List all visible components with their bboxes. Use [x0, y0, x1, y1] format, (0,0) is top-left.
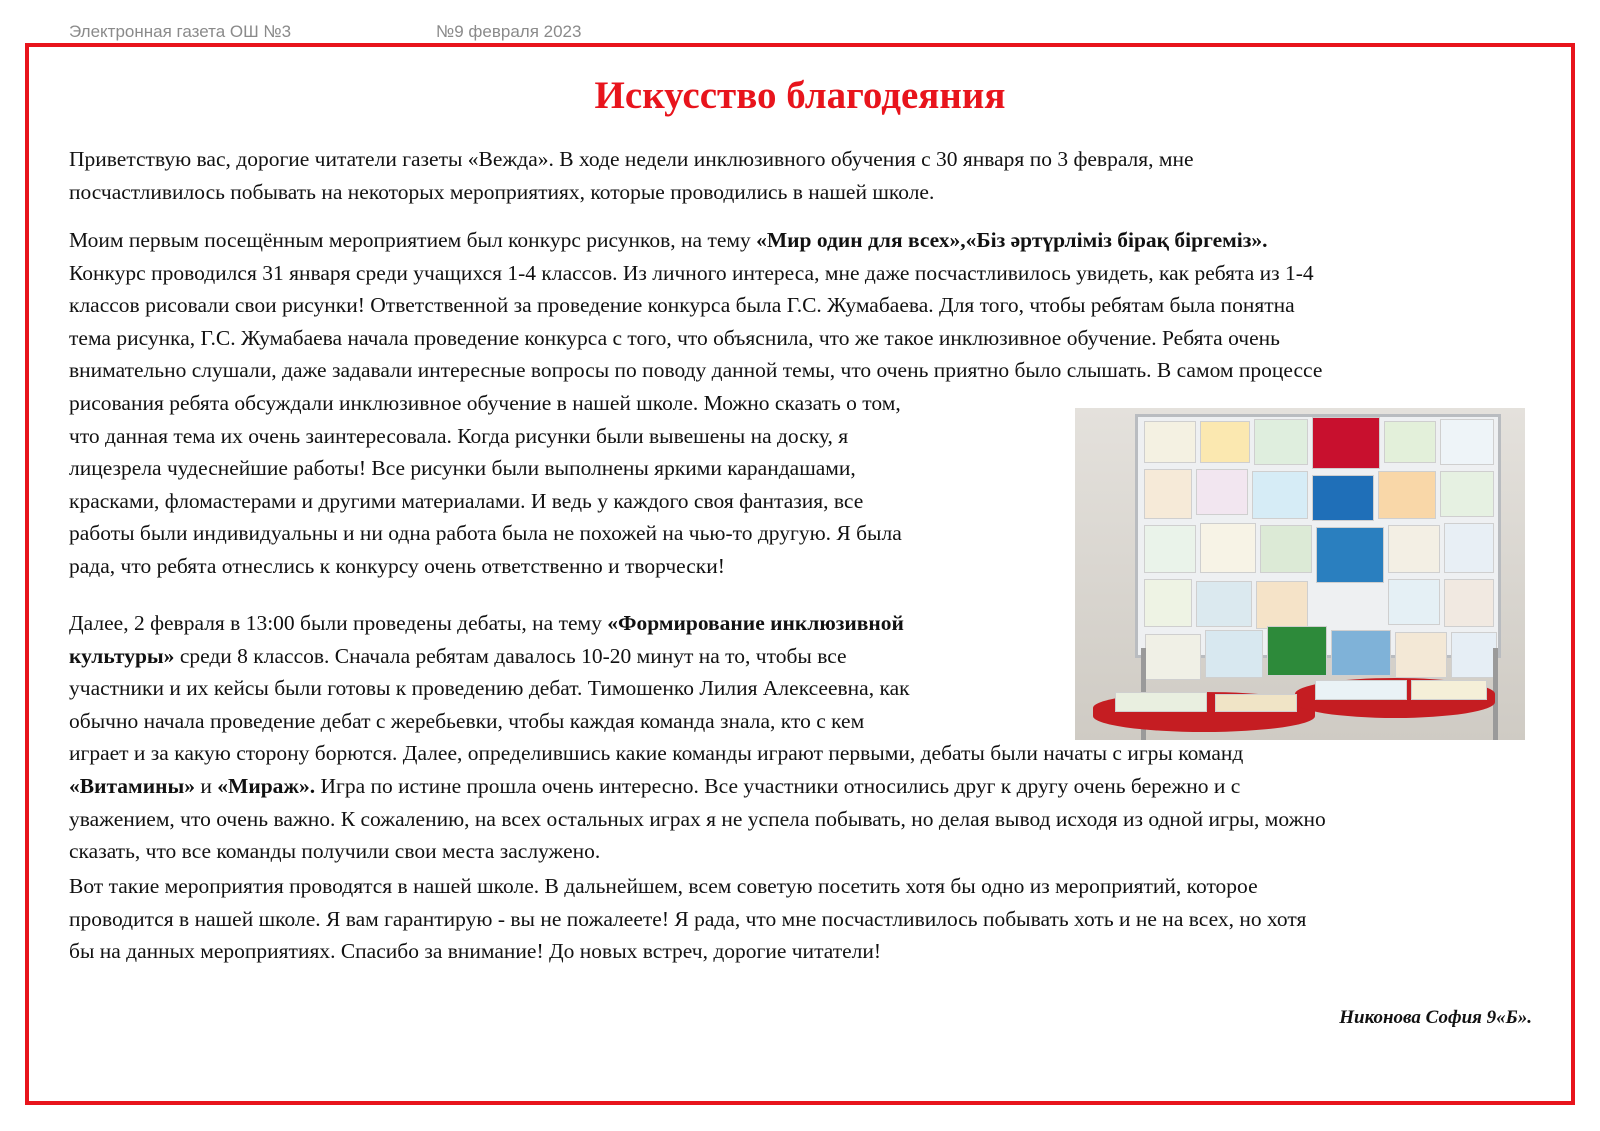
- drawing-card: [1200, 421, 1250, 463]
- drawing-card: [1145, 634, 1201, 680]
- drawing-card: [1267, 626, 1327, 676]
- debate-topic: «Формирование инклюзивной: [607, 611, 904, 635]
- issue-date: №9 февраля 2023: [436, 22, 582, 41]
- text-line: участники и их кейсы были готовы к проведению дебат. Тимошенко Лилия Алексеевна, как: [69, 676, 910, 701]
- drawing-card: [1144, 525, 1196, 573]
- text-span: Игра по истине прошла очень интересно. Все участники относились друг к другу очень бережно и с: [315, 773, 1241, 798]
- text-line: сказать, что все команды получили свои места заслужено.: [69, 839, 601, 864]
- drawing-card: [1395, 632, 1447, 678]
- text-line: классов рисовали свои рисунки! Ответственной за проведение конкурса была Г.С. Жумабаева. Для того, чтобы ребятам была понятна: [69, 293, 1295, 318]
- drawing-card: [1388, 579, 1440, 625]
- drawing-card: [1316, 527, 1384, 583]
- text-span: среди 8 классов. Сначала ребятам давалось 10-20 минут на то, чтобы все: [174, 643, 847, 668]
- drawing-card: [1440, 471, 1494, 517]
- children-drawings-exhibition-photo: [1075, 408, 1525, 740]
- drawing-card: [1196, 469, 1248, 515]
- drawing-card: [1144, 579, 1192, 627]
- drawing-card: [1144, 421, 1196, 463]
- text-line: внимательно слушали, даже задавали интересные вопросы по поводу данной темы, что очень приятно было слышать. В самом процессе: [69, 358, 1323, 383]
- text-line: проводится в нашей школе. Я вам гарантирую - вы не пожалеете! Я рада, что мне посчастливилось побывать хоть и не на всех, но хотя: [69, 906, 1307, 931]
- text-span: Далее, 2 февраля в 13:00 были проведены дебаты, на тему: [69, 611, 608, 635]
- drawing-card: [1196, 581, 1252, 627]
- contest-topic: «Мир один для всех»,«Біз әртүрліміз бірақ біргеміз».: [756, 228, 1268, 252]
- drawing-card: [1312, 417, 1380, 469]
- text-line: Вот такие мероприятия проводятся в нашей школе. В дальнейшем, всем советую посетить хотя бы одно из мероприятий, которое: [69, 874, 1258, 898]
- drawing-card: [1384, 421, 1436, 463]
- text-line: [69, 224, 1544, 257]
- text-line: бы на данных мероприятиях. Спасибо за внимание! До новых встреч, дорогие читатели!: [69, 939, 882, 964]
- drawing-card: [1312, 475, 1374, 521]
- text-span: Моим первым посещённым мероприятием был конкурс рисунков, на тему: [69, 228, 757, 252]
- paragraph-closing: [69, 870, 1544, 968]
- text-span: и: [195, 773, 218, 798]
- drawing-card: [1315, 680, 1407, 700]
- text-line: обычно начала проведение дебат с жеребьевки, чтобы каждая команда знала, кто с кем: [69, 708, 865, 733]
- drawing-card: [1205, 630, 1263, 678]
- drawing-card: [1331, 630, 1391, 676]
- team-name: «Мираж».: [217, 773, 316, 798]
- text-line: уважением, что очень важно. К сожалению, на всех остальных играх я не успела побывать, но делая вывод исходя из одной игры, можно: [69, 806, 1326, 831]
- drawing-card: [1411, 680, 1487, 700]
- drawing-card: [1144, 469, 1192, 519]
- drawing-card: [1444, 523, 1494, 573]
- drawing-card: [1254, 419, 1308, 465]
- drawing-card: [1115, 692, 1207, 712]
- drawing-card: [1388, 525, 1440, 573]
- text-line: [69, 770, 1544, 803]
- article-title: Искусство благодеяния: [594, 74, 1006, 117]
- photo-board: [1135, 414, 1501, 658]
- drawing-card: [1215, 694, 1297, 712]
- text-line: красками, фломастерами и другими материалами. И ведь у каждого своя фантазия, все: [69, 488, 864, 513]
- text-line: работы были индивидуальны и ни одна работа была не похожей на чью-то другую. Я была: [69, 521, 902, 546]
- drawing-card: [1440, 419, 1494, 465]
- drawing-card: [1256, 581, 1308, 629]
- drawing-card: [1451, 632, 1497, 678]
- text-line: лицезрела чудеснейшие работы! Все рисунки были выполнены яркими карандашами,: [69, 456, 856, 481]
- text-line: тема рисунка, Г.С. Жумабаева начала проведение конкурса с того, что объяснила, что же такое инклюзивное обучение. Ребята очень: [69, 325, 1280, 350]
- paragraph-intro: [69, 143, 1544, 208]
- text-line: рисования ребята обсуждали инклюзивное обучение в нашей школе. Можно сказать о том,: [69, 390, 901, 415]
- newspaper-name: Электронная газета ОШ №3: [69, 22, 292, 41]
- text-line: Приветствую вас, дорогие читатели газеты «Вежда». В ходе недели инклюзивного обучения с 30 января по 3 февраля, мне: [69, 147, 1194, 171]
- text-line: что данная тема их очень заинтересовала. Когда рисунки были вывешены на доску, я: [69, 423, 849, 448]
- text-line: играет и за какую сторону борются. Далее, определившись какие команды играют первыми, дебаты были начаты с игры команд: [69, 741, 1244, 766]
- drawing-card: [1252, 471, 1308, 519]
- text-line: Конкурс проводился 31 января среди учащихся 1-4 классов. Из личного интереса, мне даже посчастливилось увидеть, как ребята из 1-4: [69, 260, 1314, 285]
- debate-topic-end: культуры»: [69, 643, 175, 668]
- drawing-card: [1444, 579, 1494, 627]
- drawing-card: [1200, 523, 1256, 573]
- team-name: «Витамины»: [69, 773, 196, 798]
- author-signature: Никонова София 9«Б».: [1339, 1007, 1532, 1028]
- drawing-card: [1378, 471, 1436, 519]
- text-line: рада, что ребята отнеслись к конкурсу очень ответственно и творчески!: [69, 553, 725, 578]
- text-line: посчастливилось побывать на некоторых мероприятиях, которые проводились в нашей школе.: [69, 179, 935, 204]
- drawing-card: [1260, 525, 1312, 573]
